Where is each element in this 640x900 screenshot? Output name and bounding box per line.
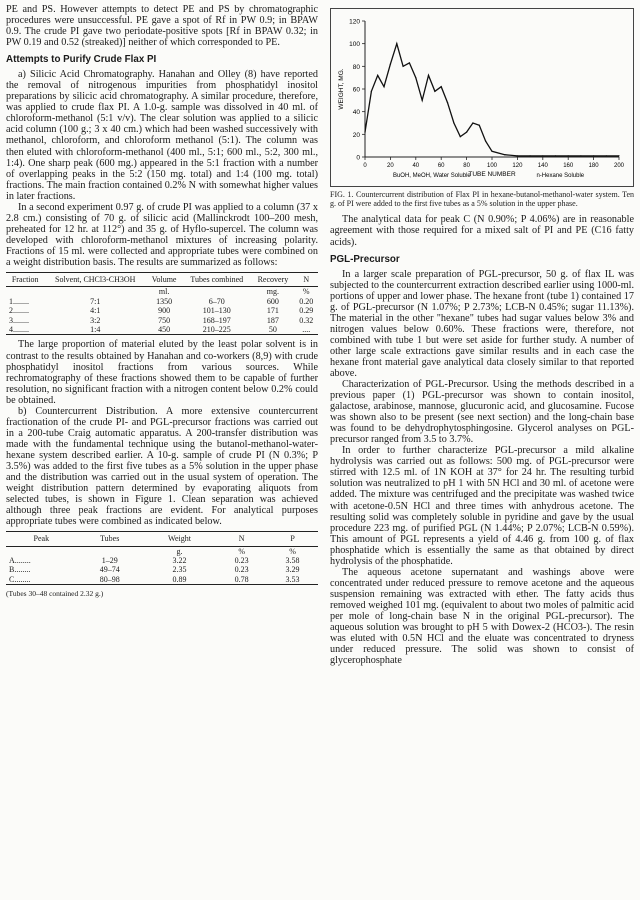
y-tick-label: 20 bbox=[352, 131, 360, 139]
table-cell: 50 bbox=[251, 325, 294, 335]
table-cell: 3.22 bbox=[172, 556, 187, 566]
table-unit bbox=[77, 546, 143, 556]
table-cell: 2.35 bbox=[172, 565, 187, 575]
table-header: Recovery bbox=[251, 273, 294, 287]
table-cell: .... bbox=[294, 325, 318, 335]
y-tick-label: 40 bbox=[352, 109, 360, 117]
table-header: Solvent, CHCl3-CH3OH bbox=[44, 273, 146, 287]
table-unit bbox=[182, 287, 251, 297]
series-line bbox=[365, 44, 619, 156]
table-cell: B........ bbox=[9, 565, 31, 575]
figure-caption: FIG. 1. Countercurrent distribution of Flax PI in hexane-butanol-methanol-water system. Ten g. of PI were added to the first five tubes as a 5% solution in the upper phase. bbox=[330, 190, 634, 209]
table-cell: 3.53 bbox=[267, 575, 318, 585]
table-cell: 0.32 bbox=[299, 315, 314, 325]
table-cell: 0.20 bbox=[299, 296, 314, 306]
data-point bbox=[396, 43, 397, 44]
data-point bbox=[530, 155, 531, 156]
table-unit: % bbox=[302, 287, 310, 297]
y-tick-label: 100 bbox=[349, 41, 360, 49]
x-tick-label: 200 bbox=[613, 163, 625, 169]
table-header: N bbox=[216, 532, 267, 546]
table-unit: ml. bbox=[158, 287, 170, 297]
bottom-label-right: n-Hexane Soluble bbox=[536, 173, 585, 179]
table-note: (Tubes 30–48 contained 2.32 g.) bbox=[6, 589, 104, 599]
section-heading: PGL-Precursor bbox=[330, 253, 400, 265]
paragraph: The large proportion of material eluted by the least polar solvent is in contrast to the results obtained by Hanahan and co-workers (8,9) with crude phosphatidyl inositol fractions from various sources. While rechromatography of these fractions showed them to be capable of further resolution, no significant fraction with a nitrogen content below 0.2% could be obtained. bbox=[6, 339, 318, 406]
paragraph: The analytical data for peak C (N 0.90%; P 4.06%) are in reasonable agreement with those required for a mixed salt of PI and PE (C16 fatty acids). bbox=[330, 214, 634, 248]
y-tick-label: 0 bbox=[356, 154, 360, 162]
data-point bbox=[606, 155, 607, 156]
data-point bbox=[453, 122, 454, 123]
y-axis-label: WEIGHT, MG. bbox=[338, 68, 345, 110]
bottom-label-left: BuOH, MeOH, Water Soluble bbox=[392, 173, 471, 179]
x-tick-label: 60 bbox=[437, 163, 445, 169]
table-unit: mg. bbox=[266, 287, 279, 297]
paragraph: In a larger scale preparation of PGL-precursor, 50 g. of flax IL was subjected to the countercurrent extraction described earlier using 1000-ml. portions of upper and lower phase. The hexane front (tube 1) contained 17 g. of PGL-precursor (N 1.07%; P 2.73%; LCB-N 0.45%; sugar 11.13%). The material in the other "hexane" tubes had sugar values below 3% and nitrogen values below 0.60%. These fractions were, therefore, not combined with tube 1 but were set aside for further study. A number of other large scale extractions gave similar results and in each case the hexane front material gave analytical data closely similar to that reported above. bbox=[330, 268, 634, 379]
data-point bbox=[485, 141, 486, 142]
table-cell: 168–197 bbox=[202, 315, 231, 325]
data-point bbox=[460, 136, 461, 137]
data-point bbox=[542, 155, 543, 156]
table-cell: 187 bbox=[266, 315, 279, 325]
table-row bbox=[6, 316, 318, 325]
data-point bbox=[415, 77, 416, 78]
data-point bbox=[447, 102, 448, 103]
table-cell: 3.29 bbox=[285, 565, 300, 575]
data-point bbox=[383, 86, 384, 87]
table-unit bbox=[44, 287, 146, 297]
table-header: Volume bbox=[146, 273, 182, 287]
table-row bbox=[6, 306, 318, 315]
table-cell: A........ bbox=[9, 556, 31, 566]
table-cell: 4........ bbox=[6, 325, 44, 335]
table-cell: 101–130 bbox=[202, 306, 231, 316]
data-point bbox=[593, 155, 594, 156]
table-cell: 900 bbox=[158, 306, 171, 316]
data-point bbox=[568, 155, 569, 156]
table-header: Tubes bbox=[77, 532, 143, 546]
paragraph: In order to further characterize PGL-precursor a mild alkaline hydrolysis was carried out as follows: 500 mg. of PGL-precursor were stirred with 12.5 ml. of 1N KOH at 37° for 24 hr. The resulting turbid solution was neutralized to pH 1 with 5N HCl and 30 ml. of acetone were added. The mixture was centrifuged and the precipitate was washed twice with acetone-0.5N HCl and three times with anhydrous acetone. The resulting solid was completely soluble in pyridine and gave by the usual procedure 223 mg. of purified PGL (N 1.44%; P 2.07%; LCB-N 0.59%). This amount of PGL represents a yield of 4.46 g. from 100 g. of flax phosphatide which is essentially the same as that obtained by direct hydrolysis of the phosphatide. bbox=[330, 445, 634, 567]
table-header: P bbox=[267, 532, 318, 546]
x-tick-label: 100 bbox=[486, 163, 498, 169]
table-cell: 750 bbox=[158, 315, 171, 325]
table-cell: 7:1 bbox=[90, 296, 101, 306]
table-cell: 3:2 bbox=[90, 315, 101, 325]
y-tick-label: 60 bbox=[352, 86, 360, 94]
table-cell: 49–74 bbox=[99, 565, 120, 575]
table-cell: C........ bbox=[6, 575, 77, 585]
paragraph: Characterization of PGL-Precursor. Using the methods described in a previous paper (1) PGL-precursor was shown to contain inositol, galactose, arabinose, mannose, glucuronic acid, and glucosamine. Fucose was shown also to be present (see next section) and the long-chain base was found to be dehydrophytosphingosine. Glycerol analyses on PGL-precursor ranged from 3.5 to 3.7%. bbox=[330, 379, 634, 446]
table-cell: 0.78 bbox=[216, 575, 267, 585]
data-point bbox=[422, 100, 423, 101]
left-column bbox=[6, 4, 318, 598]
paragraph: In a second experiment 0.97 g. of crude PI was applied to a column (37 x 2.8 cm.) consisting of 70 g. of silicic acid (Mallinckrodt 100–200 mesh, preheated for 12 hr. at 112°) and 35 g. of Hyflo-supercel. The column was developed with chloroform-methanol mixtures of increasing polarity. Fractions of 15 ml. were collected and appropriate tubes were combined on a weight distribution basis. The results are summarized as follows: bbox=[6, 201, 318, 268]
data-point bbox=[479, 125, 480, 126]
paragraph: PE and PS. However attempts to detect PE and PS by chromatographic procedures were unsuccessful. PE gave a spot of Rf in PW 0.9; in BPAW 0.9. The crude PI gave two periodate-positive spots [Rf in BPAW 0.32; in PW 0.19 and 0.52 (streaked)] neither of which corresponded to PE. bbox=[6, 4, 318, 49]
data-point bbox=[403, 66, 404, 67]
table-cell: 2........ bbox=[9, 306, 29, 316]
data-point bbox=[428, 75, 429, 76]
data-point bbox=[466, 131, 467, 132]
data-point bbox=[491, 151, 492, 152]
table-header: N bbox=[294, 273, 318, 287]
x-tick-label: 180 bbox=[588, 163, 599, 169]
data-point bbox=[580, 155, 581, 156]
paragraph: a) Silicic Acid Chromatography. Hanahan and Olley (8) have reported the removal of nitrogenous impurities from phosphatidyl inositol preparations by silicic acid chromatography. A similar procedure, therefore, was applied to crude flax PI. A 1.0-g. sample was dissolved in 40 ml. of chloroform-methanol (5:1 v/v). The clear solution was applied to a silicic acid column (100 g.; 3 x 40 cm.) which had been washed successively with methanol, chloroform, and chloroform methanol (5:1). The column was then eluted with chloroform-methanol (400 ml., 5:1; 600 ml., 5:2, 300 ml., 1:4). One sharp peak (600 mg.) appeared in the 5:1 fraction with a number of overlapping peaks in the 5:2 (150 mg. total) and 1:4 (100 mg. total) fractions. The main fraction contained 0.2% N with somewhat higher values in later fractions. bbox=[6, 69, 318, 202]
data-point bbox=[618, 155, 619, 156]
table-cell: 0.23 bbox=[234, 556, 249, 566]
table-cell: 4:1 bbox=[90, 306, 101, 316]
peak-table bbox=[6, 531, 318, 585]
table-header: Weight bbox=[143, 532, 217, 546]
table-cell: 1:4 bbox=[44, 325, 146, 335]
table-row bbox=[6, 325, 318, 335]
table-cell: 3........ bbox=[9, 315, 29, 325]
table-cell: 3.58 bbox=[285, 556, 300, 566]
table-cell: 600 bbox=[266, 296, 279, 306]
x-tick-label: 140 bbox=[537, 163, 548, 169]
table-cell: 1–29 bbox=[101, 556, 118, 566]
table-row bbox=[6, 575, 318, 585]
x-tick-label: 120 bbox=[512, 163, 523, 169]
table-cell: 0.23 bbox=[234, 565, 249, 575]
table-cell: 0.89 bbox=[143, 575, 217, 585]
data-point bbox=[390, 63, 391, 64]
table-cell: 210–225 bbox=[182, 325, 251, 335]
y-tick-label: 80 bbox=[352, 63, 360, 71]
paragraph: The aqueous acetone supernatant and washings above were concentrated under reduced pressure to remove acetone and the aqueous suspension remaining was extracted with ether. The fatty acids thus removed weighed 101 mg. (equivalent to about two moles of palmitic acid per mole of long-chain base N in the original PGL-precursor). The aqueous solution was brought to pH 5 with Dowex-2 (HCO3-). The resin was eluted with 0.5N HCl and the eluate was concentrated to dryness under reduced pressure. The solid was shown to consist of glycerophosphate bbox=[330, 566, 634, 667]
x-tick-label: 160 bbox=[563, 163, 574, 169]
table-unit: g. bbox=[176, 546, 183, 556]
fraction-table bbox=[6, 272, 318, 335]
paragraph: b) Countercurrent Distribution. A more extensive countercurrent fractionation of the crude PI- and PGL-precursor fractions was carried out in a 200-tube Craig automatic apparatus. A 200-transfer distribution was made with the fundamental technique using the butanol-methanol-water-hexane system described earlier. A 10-g. sample of crude PI (N 0.3%; P 3.5%) was added to the first five tubes as a 5% solution in the upper phase and the distribution was carried out in the usual system of operation. The weight distribution pattern determined by evaporating aliquots from selected tubes, is shown in Figure 1. Clean separation was achieved although three peak fractions are evident. For analytical purposes appropriate tubes were combined as indicated below. bbox=[6, 405, 318, 528]
table-cell: 6–70 bbox=[208, 296, 225, 306]
data-point bbox=[377, 75, 378, 76]
table-header: Fraction bbox=[6, 273, 44, 287]
figure-1 bbox=[330, 8, 634, 187]
section-heading: Attempts to Purify Crude Flax PI bbox=[6, 54, 157, 66]
x-axis-label: TUBE NUMBER bbox=[468, 171, 516, 178]
table-row bbox=[6, 565, 318, 574]
x-tick-label: 40 bbox=[412, 163, 420, 169]
table-unit bbox=[6, 287, 44, 297]
data-point bbox=[472, 122, 473, 123]
data-point bbox=[517, 155, 518, 156]
table-unit bbox=[6, 546, 77, 556]
table-cell: 80–98 bbox=[77, 575, 143, 585]
y-tick-label: 120 bbox=[349, 18, 360, 26]
table-header: Peak bbox=[6, 532, 77, 546]
data-point bbox=[409, 62, 410, 63]
data-point bbox=[504, 154, 505, 155]
data-point bbox=[364, 131, 365, 132]
table-row bbox=[6, 297, 318, 306]
data-point bbox=[434, 91, 435, 92]
data-point bbox=[555, 155, 556, 156]
table-cell: 0.29 bbox=[299, 306, 314, 316]
data-point bbox=[441, 86, 442, 87]
table-row bbox=[6, 556, 318, 565]
x-tick-label: 80 bbox=[463, 163, 470, 169]
table-cell: 1........ bbox=[9, 296, 29, 306]
distribution-chart bbox=[331, 9, 633, 181]
x-tick-label: 20 bbox=[387, 163, 394, 169]
table-header: Tubes combined bbox=[182, 273, 251, 287]
table-unit: % bbox=[289, 546, 296, 556]
table-unit: % bbox=[238, 546, 246, 556]
table-cell: 450 bbox=[146, 325, 182, 335]
right-column bbox=[330, 4, 634, 666]
data-point bbox=[371, 91, 372, 92]
table-cell: 171 bbox=[266, 306, 279, 316]
table-cell: 1350 bbox=[156, 296, 173, 306]
x-tick-label: 0 bbox=[363, 163, 367, 169]
